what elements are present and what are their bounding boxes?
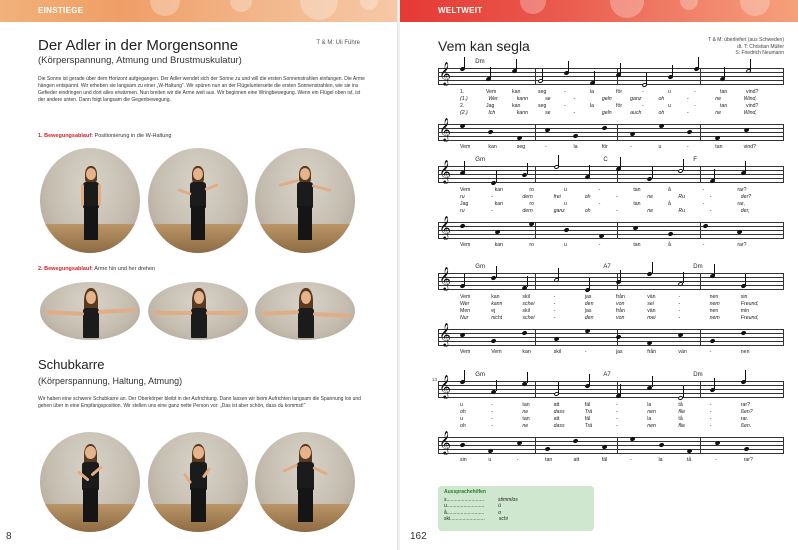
page-title: Der Adler in der Morgensonne: [38, 37, 239, 54]
lyric-line: oh - ne dass Trä - nen flie - ßen.: [460, 423, 752, 429]
lyric-line: (1.) Wer kann se - geln ganz oh - ne Wind,: [460, 96, 757, 102]
lyric-line: 2. Jag kan seg - la för - u - tan vind?: [460, 103, 759, 109]
lyric-line: ru - dern frei oh - ne Ru - der?: [460, 194, 752, 200]
pronunciation-list: [444, 497, 588, 522]
section-title-schubkarre: Schubkarre: [38, 357, 105, 372]
lyric-line: 1. Vem kan seg - la för - u - tan vind?: [460, 89, 759, 95]
chord-symbol: Gm: [475, 372, 485, 378]
lyric-line: Vem kan ro u - tan å - rar?: [460, 187, 747, 193]
chord-symbol: Dm: [475, 59, 485, 65]
lyric-line: Vem kan skil - jas från vän - nen sin: [460, 294, 748, 300]
credit-line-3: S: Friedrich Neumann: [735, 50, 784, 56]
pronunciation-row: å........................... o: [444, 509, 502, 516]
pronunciation-box: [438, 486, 594, 531]
treble-clef-icon: 𝄞: [439, 215, 451, 239]
section-label: EINSTIEGE: [38, 6, 84, 15]
pronunciation-row: ski......................... schi: [444, 515, 508, 522]
chord-symbol: Gm: [475, 157, 485, 163]
lyric-line: (2.) Ich kann se - geln auch oh - ne Wind,: [460, 110, 757, 116]
section-header-bar: [0, 0, 398, 22]
music-system: [432, 372, 784, 473]
treble-clef-icon: 𝄞: [439, 266, 451, 290]
photo-posture-arms-down: [40, 148, 140, 253]
page-number-left: 8: [6, 531, 12, 542]
lyric-line: u - tan att fäl - la tå - rar.: [460, 416, 749, 422]
photo-schubkarre-3: [255, 432, 355, 532]
treble-clef-icon: 𝄞: [439, 374, 451, 398]
step-2-caption: [38, 266, 155, 272]
bar-number: 13: [432, 377, 438, 382]
chord-symbol: Dm: [693, 372, 703, 378]
lyric-line: ru - dern ganz oh - ne Ru - der,: [460, 208, 750, 214]
lyric-line: Wer kann schei - den von sei - nem Freund,: [460, 301, 759, 307]
song-credits: [708, 37, 784, 57]
right-page: [400, 0, 798, 550]
treble-clef-icon: 𝄞: [439, 430, 451, 454]
photo-schubkarre-2: [148, 432, 248, 532]
music-system: [438, 60, 784, 160]
chord-symbol: C: [603, 157, 608, 163]
music-system: [438, 158, 784, 258]
chord-symbol: A7: [603, 372, 611, 378]
lyric-line: oh - ne dass Trä - nen flie - ßen?: [460, 409, 753, 415]
lyric-line: u - tan att fäl - la tå - rar?: [460, 402, 751, 408]
photo-schubkarre-1: [40, 432, 140, 532]
photo-arms-spread-1: [40, 282, 140, 340]
photo-arms-spread-3: [255, 282, 355, 340]
page-subtitle: (Körperspannung, Atmung und Brustmuskulatur): [38, 55, 242, 66]
chord-symbol: A7: [603, 264, 611, 270]
page-number-right: 162: [410, 531, 427, 542]
chord-symbol: Gm: [475, 264, 485, 270]
step-2-number: 2. Bewegungsablauf:: [38, 266, 94, 272]
step-1-number: 1. Bewegungsablauf:: [38, 133, 94, 139]
photo-posture-w-position: [255, 148, 355, 253]
section-label-right: WELTWEIT: [438, 6, 483, 15]
chord-symbol: Dm: [693, 264, 703, 270]
intro-text: Die Sonne ist gerade über dem Horizont aufgegangen. Der Adler wendet sich der Sonne zu und will die ersten Sonnenstrahlen einfangen. Die Arme hängen entspannt. Wir erheben sie langsam zu einer „W-Haltung“. Wir spüren nun an der Flügelunterseite die ersten Sonnenstrahlen, wie sie ins Gefieder eindringen und dort alles erwärmen. Nun breiten wir die Arme weit aus. Wir beginnen eine Wringbewegung. Wenn ein Flügel oben ist, ist der andere unten. Dann folgt langsam die Gegenbewegung.: [38, 76, 365, 103]
treble-clef-icon: 𝄞: [439, 322, 451, 346]
credit: T & M: Uli Führe: [316, 40, 360, 46]
step-1-caption: [38, 133, 172, 139]
lyric-line: Jag kan ro u - tan å - rar,: [460, 201, 745, 207]
treble-clef-icon: 𝄞: [439, 117, 451, 141]
credit-line-1: T & M: überliefert (aus Schweden): [708, 37, 784, 43]
pronunciation-heading: Aussprachehilfen: [444, 489, 486, 495]
lyric-line: Nur nicht schei - den von mei - nem Freund,: [460, 315, 759, 321]
lyric-line-lower: Vem kan seg - la för - u - tan vind?: [460, 144, 757, 150]
photo-arms-spread-2: [148, 282, 248, 340]
step-1-text: Positionierung in die W-Haltung: [94, 133, 172, 139]
pronunciation-row: u........................... ü: [444, 503, 502, 510]
treble-clef-icon: 𝄞: [439, 159, 451, 183]
treble-clef-icon: 𝄞: [439, 61, 451, 85]
pronunciation-row: s........................... stimmlos: [444, 497, 518, 503]
section-header-bar-right: [400, 0, 798, 22]
photo-posture-arms-rising: [148, 148, 248, 253]
lyric-line-lower: Vem Vem kan skil - jas från vän - nen: [460, 349, 750, 355]
lyric-line-lower: Vem kan ro u - tan å - rar?: [460, 242, 747, 248]
lower-staff: [438, 322, 784, 346]
lyric-line-lower: sin u - tan att fäl - la tå - rar?: [460, 457, 753, 463]
step-2-text: Arme hin und her drehen: [94, 266, 156, 272]
left-page: [0, 0, 398, 550]
song-title: Vem kan segla: [438, 38, 530, 54]
credit-line-2: dt. T: Christian Müller: [737, 43, 784, 50]
chord-symbol: F: [693, 157, 697, 163]
music-system: [438, 265, 784, 365]
lyric-line: Men ej skil - jas från vän - nen min: [460, 308, 750, 314]
lower-staff: [438, 215, 784, 239]
schubkarre-text: Wir haben eine schwere Schubkarre an. Der Oberkörper bleibt in der Aufrichtung. Dann lassen wir beim Aufrichten langsam die Spannung los und gehen über in eine Empfangsposition. Wir stellen uns eine ganz nette Person vor: „Das ist aber schön, dass du kommst!“: [38, 396, 361, 409]
section-subtitle-schubkarre: (Körperspannung, Haltung, Atmung): [38, 376, 183, 386]
